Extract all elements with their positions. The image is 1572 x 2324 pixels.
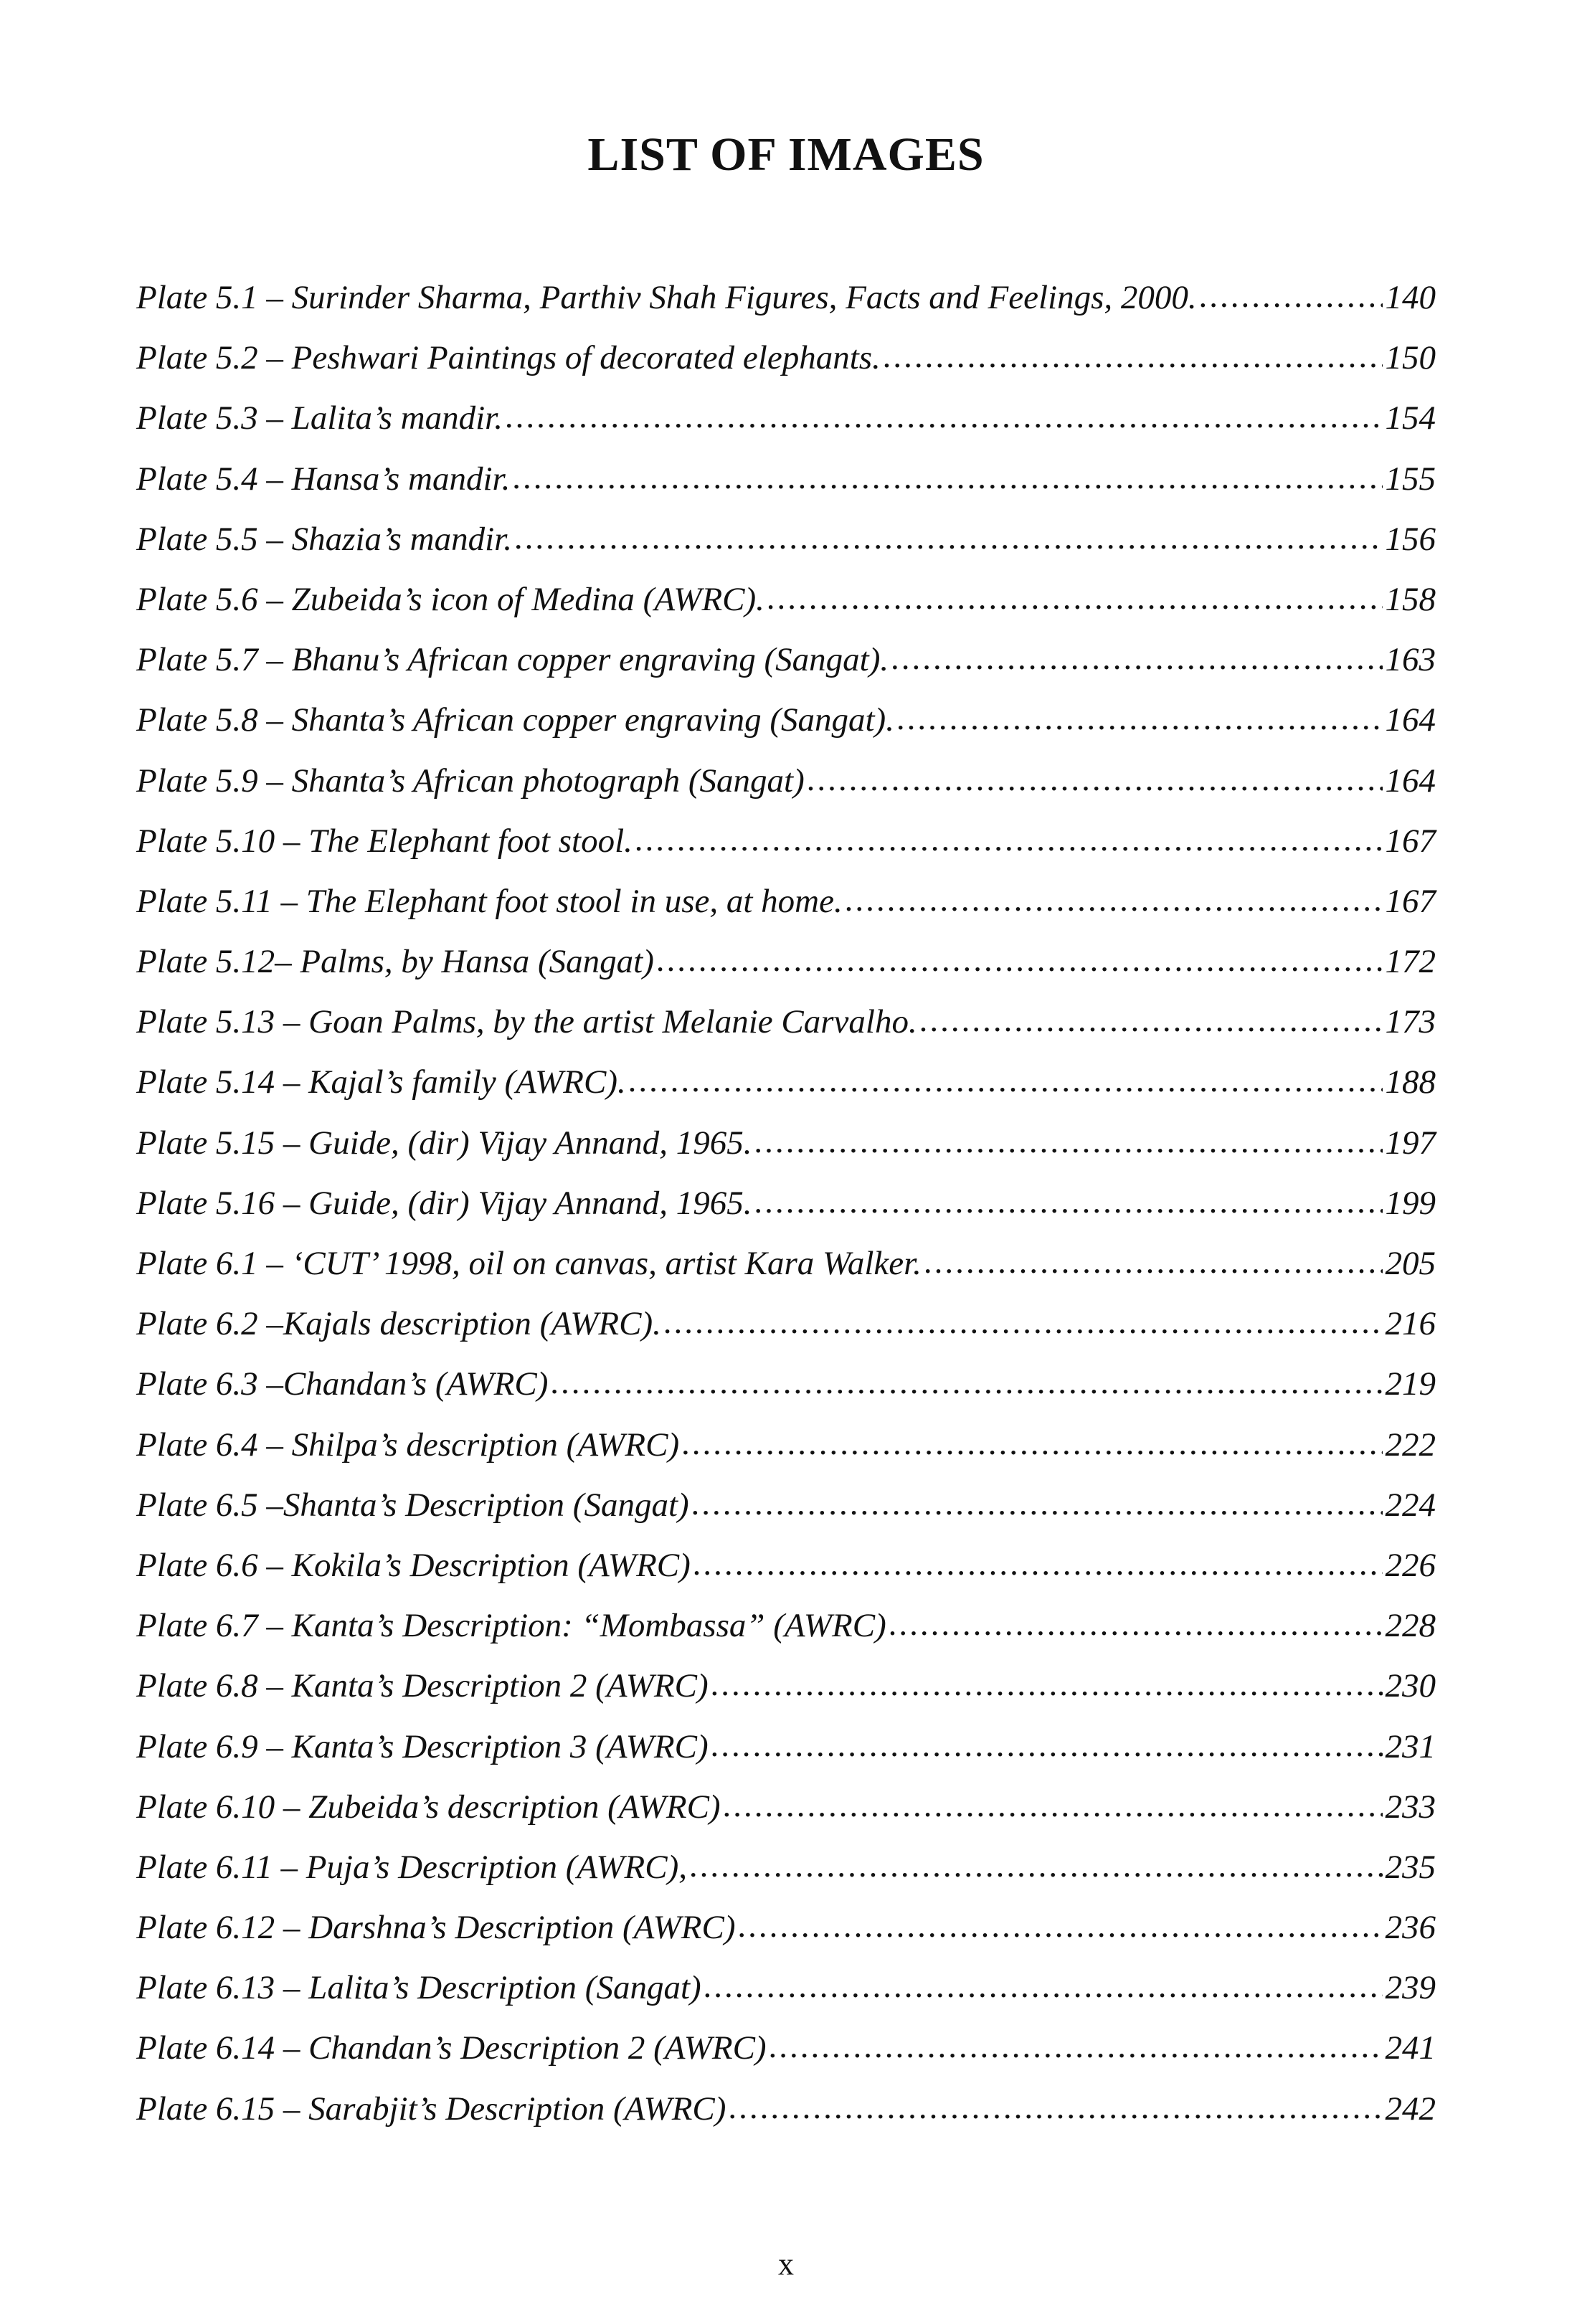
toc-entry-page: 163 [1385, 641, 1436, 679]
toc-entry [136, 1908, 1436, 1968]
toc-entry [136, 2090, 1436, 2150]
toc-dot-leader [551, 1363, 1382, 1402]
toc-entry-label: Plate 5.6 – Zubeida’s icon of Medina (AWRC). [136, 580, 764, 618]
toc-dot-leader [629, 1061, 1383, 1100]
toc-entry-page: 233 [1385, 1788, 1436, 1826]
toc-entry-label: Plate 5.14 – Kajal’s family (AWRC). [136, 1063, 626, 1101]
toc-entry-page: 173 [1385, 1003, 1436, 1041]
list-of-images [136, 278, 1436, 2150]
toc-entry [136, 1666, 1436, 1727]
toc-entry-label: Plate 6.1 – ‘CUT’ 1998, oil on canvas, artist Kara Walker. [136, 1245, 922, 1282]
toc-entry-label: Plate 5.16 – Guide, (dir) Vijay Annand, 1965. [136, 1184, 752, 1222]
page-number: x [778, 2247, 794, 2282]
toc-entry-page: 164 [1385, 701, 1436, 739]
toc-entry [136, 1124, 1436, 1184]
toc-entry [136, 520, 1436, 580]
toc-dot-leader [770, 2027, 1383, 2066]
toc-entry [136, 2029, 1436, 2089]
toc-dot-leader [635, 820, 1383, 859]
toc-dot-leader [704, 1967, 1383, 2006]
toc-entry [136, 338, 1436, 399]
toc-entry-label: Plate 6.15 – Sarabjit’s Description (AWRC) [136, 2090, 726, 2128]
toc-entry-page: 226 [1385, 1546, 1436, 1584]
toc-entry-label: Plate 6.12 – Darshna’s Description (AWRC) [136, 1909, 736, 1947]
toc-dot-leader [657, 941, 1383, 980]
toc-dot-leader [664, 1303, 1383, 1342]
toc-entry-label: Plate 5.12– Palms, by Hansa (Sangat) [136, 943, 654, 981]
toc-entry-page: 155 [1385, 460, 1436, 498]
toc-dot-leader [755, 1182, 1383, 1221]
toc-entry-page: 235 [1385, 1848, 1436, 1886]
toc-dot-leader [846, 881, 1383, 919]
toc-entry [136, 1426, 1436, 1486]
toc-entry-page: 239 [1385, 1969, 1436, 2007]
toc-entry-label: Plate 5.11 – The Elephant foot stool in use, at home. [136, 882, 843, 920]
toc-dot-leader [889, 1605, 1383, 1644]
toc-entry [136, 460, 1436, 520]
toc-entry-page: 188 [1385, 1063, 1436, 1101]
toc-dot-leader [767, 579, 1383, 617]
toc-entry-label: Plate 6.11 – Puja’s Description (AWRC), [136, 1848, 687, 1886]
toc-dot-leader [513, 458, 1382, 497]
toc-entry-page: 156 [1385, 520, 1436, 558]
toc-entry [136, 1184, 1436, 1244]
toc-dot-leader [1200, 277, 1383, 316]
toc-entry [136, 1244, 1436, 1304]
toc-dot-leader [692, 1484, 1383, 1523]
toc-entry-label: Plate 5.1 – Surinder Sharma, Parthiv Shah Figures, Facts and Feelings, 2000. [136, 279, 1197, 316]
toc-dot-leader [897, 699, 1383, 738]
toc-entry [136, 580, 1436, 640]
toc-entry-page: 164 [1385, 762, 1436, 800]
toc-entry [136, 1968, 1436, 2029]
toc-entry-label: Plate 6.6 – Kokila’s Description (AWRC) [136, 1546, 691, 1584]
toc-dot-leader [690, 1846, 1383, 1885]
toc-dot-leader [515, 518, 1383, 557]
toc-entry-label: Plate 6.9 – Kanta’s Description 3 (AWRC) [136, 1727, 709, 1765]
toc-entry-label: Plate 6.14 – Chandan’s Description 2 (AWRC) [136, 2029, 767, 2067]
toc-entry-label: Plate 6.10 – Zubeida’s description (AWRC) [136, 1788, 721, 1826]
toc-entry [136, 1063, 1436, 1123]
toc-entry [136, 640, 1436, 701]
toc-entry-page: 228 [1385, 1607, 1436, 1645]
toc-entry [136, 278, 1436, 338]
toc-dot-leader [739, 1907, 1383, 1945]
toc-entry-page: 242 [1385, 2090, 1436, 2128]
toc-entry-page: 219 [1385, 1365, 1436, 1403]
toc-entry-page: 158 [1385, 580, 1436, 618]
toc-entry-page: 230 [1385, 1667, 1436, 1705]
toc-entry-page: 222 [1385, 1426, 1436, 1464]
toc-entry [136, 399, 1436, 459]
toc-entry [136, 1788, 1436, 1848]
toc-entry-page: 205 [1385, 1245, 1436, 1282]
toc-entry-page: 216 [1385, 1305, 1436, 1343]
toc-entry-page: 199 [1385, 1184, 1436, 1222]
toc-dot-leader [711, 1665, 1383, 1704]
toc-entry-page: 167 [1385, 822, 1436, 860]
toc-entry-label: Plate 6.2 –Kajals description (AWRC). [136, 1305, 661, 1343]
page-title: LIST OF IMAGES [587, 128, 985, 181]
toc-entry-page: 224 [1385, 1486, 1436, 1524]
toc-entry-label: Plate 5.15 – Guide, (dir) Vijay Annand, 1965. [136, 1124, 752, 1162]
toc-entry [136, 1002, 1436, 1063]
toc-entry [136, 1365, 1436, 1425]
toc-entry-page: 172 [1385, 943, 1436, 981]
toc-entry-label: Plate 6.5 –Shanta’s Description (Sangat) [136, 1486, 689, 1524]
toc-entry-label: Plate 6.4 – Shilpa’s description (AWRC) [136, 1426, 680, 1464]
toc-entry-label: Plate 5.7 – Bhanu’s African copper engraving (Sangat). [136, 641, 889, 679]
toc-entry-label: Plate 5.8 – Shanta’s African copper engraving (Sangat). [136, 701, 894, 739]
toc-dot-leader [891, 639, 1382, 678]
toc-entry-page: 241 [1385, 2029, 1436, 2067]
toc-entry-label: Plate 6.8 – Kanta’s Description 2 (AWRC) [136, 1667, 709, 1705]
toc-entry-page: 167 [1385, 882, 1436, 920]
toc-entry-label: Plate 5.13 – Goan Palms, by the artist Melanie Carvalho. [136, 1003, 917, 1041]
toc-entry-label: Plate 5.5 – Shazia’s mandir. [136, 520, 512, 558]
toc-dot-leader [920, 1001, 1383, 1040]
toc-entry-label: Plate 5.2 – Peshwari Paintings of decorated elephants. [136, 339, 881, 377]
toc-dot-leader [724, 1786, 1383, 1825]
toc-dot-leader [711, 1726, 1383, 1765]
toc-entry-label: Plate 5.3 – Lalita’s mandir. [136, 399, 503, 437]
toc-entry [136, 1304, 1436, 1365]
toc-entry-page: 140 [1385, 279, 1436, 316]
toc-entry-label: Plate 6.7 – Kanta’s Description: “Mombassa” (AWRC) [136, 1607, 886, 1645]
toc-entry-page: 154 [1385, 399, 1436, 437]
toc-entry [136, 1486, 1436, 1546]
toc-entry-label: Plate 5.9 – Shanta’s African photograph (Sangat) [136, 762, 805, 800]
toc-entry [136, 942, 1436, 1002]
toc-dot-leader [682, 1424, 1382, 1463]
toc-entry-page: 197 [1385, 1124, 1436, 1162]
toc-entry-page: 150 [1385, 339, 1436, 377]
toc-dot-leader [729, 2088, 1382, 2127]
toc-entry [136, 762, 1436, 822]
toc-entry-label: Plate 6.13 – Lalita’s Description (Sangat) [136, 1969, 701, 2007]
toc-entry [136, 701, 1436, 761]
toc-dot-leader [884, 337, 1383, 376]
toc-dot-leader [808, 760, 1383, 799]
toc-entry [136, 1727, 1436, 1788]
toc-entry [136, 1606, 1436, 1666]
toc-entry-label: Plate 6.3 –Chandan’s (AWRC) [136, 1365, 549, 1403]
toc-entry [136, 1546, 1436, 1606]
toc-entry [136, 1848, 1436, 1908]
toc-entry-label: Plate 5.4 – Hansa’s mandir. [136, 460, 511, 498]
toc-entry-page: 231 [1385, 1727, 1436, 1765]
toc-entry [136, 882, 1436, 942]
toc-dot-leader [693, 1545, 1383, 1583]
toc-dot-leader [506, 397, 1383, 436]
toc-dot-leader [924, 1243, 1383, 1281]
toc-entry [136, 822, 1436, 882]
toc-entry-label: Plate 5.10 – The Elephant foot stool. [136, 822, 633, 860]
toc-entry-page: 236 [1385, 1909, 1436, 1947]
toc-dot-leader [755, 1122, 1383, 1161]
